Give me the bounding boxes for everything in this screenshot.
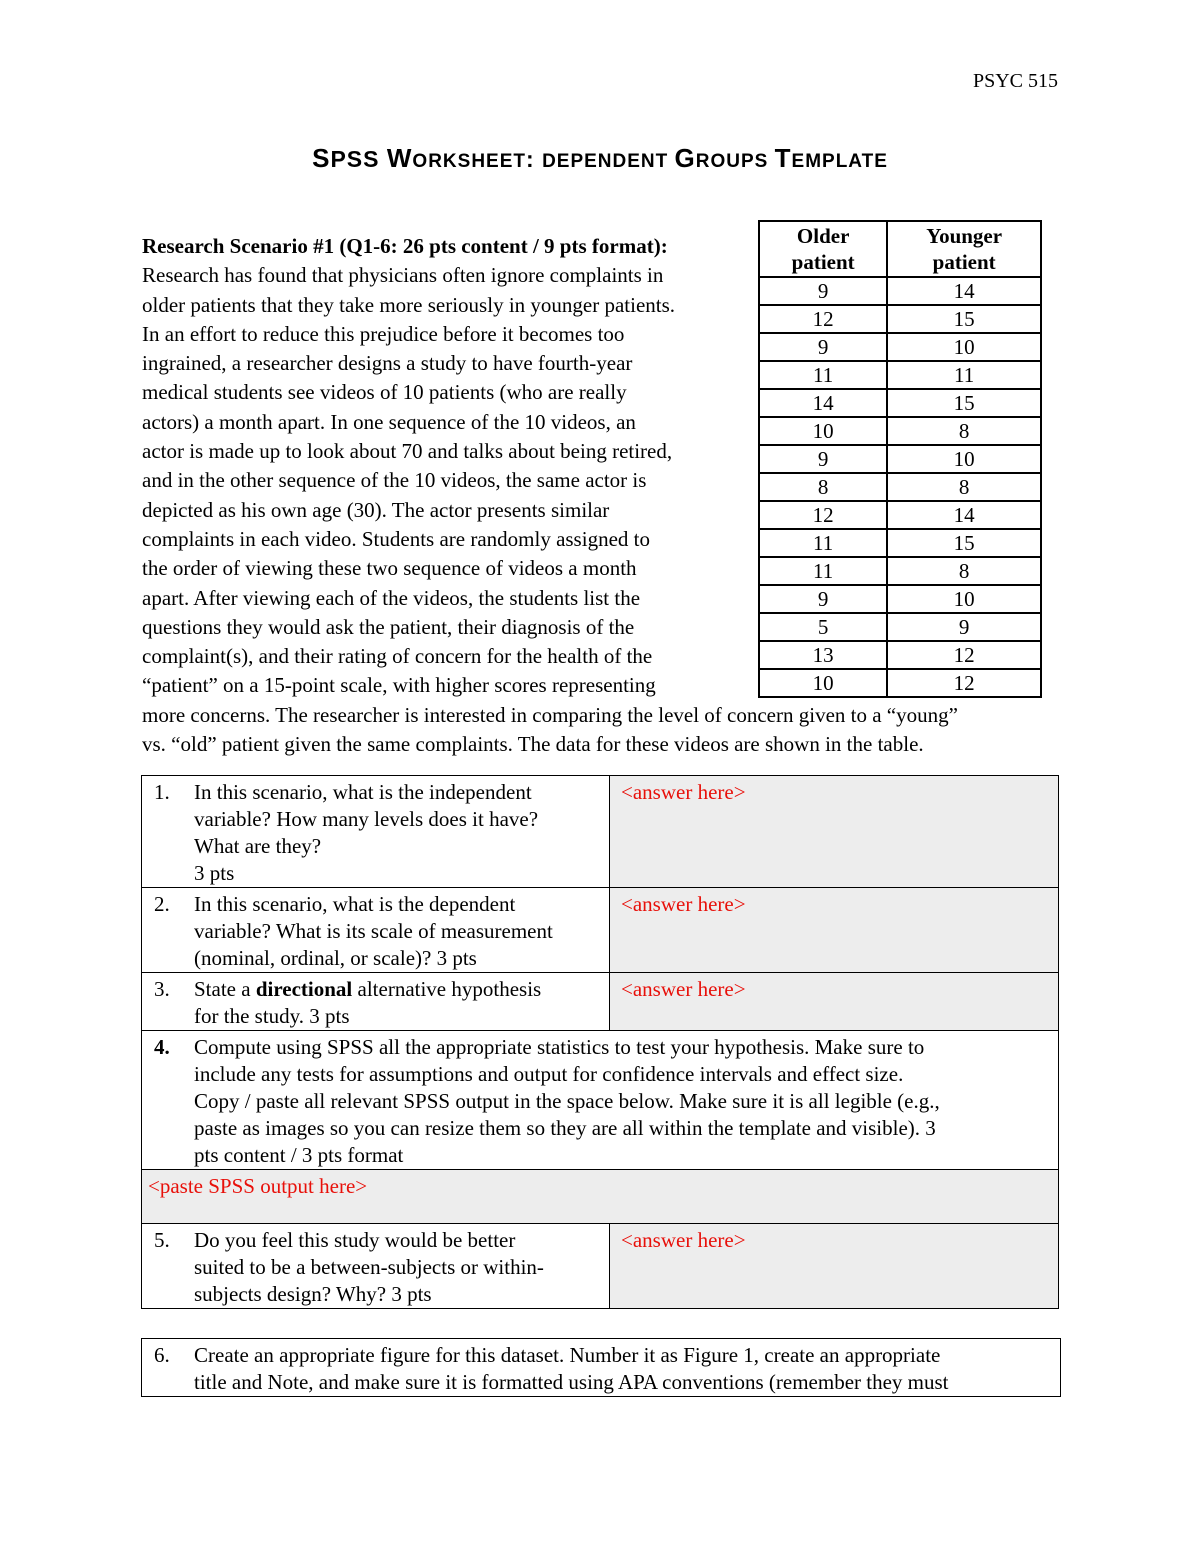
- younger-patient-cell: 15: [887, 389, 1041, 417]
- younger-patient-cell: 15: [887, 305, 1041, 333]
- older-patient-cell: 11: [759, 361, 887, 389]
- questions-table: [141, 775, 1059, 1309]
- older-patient-cell: 11: [759, 529, 887, 557]
- scenario-line: complaint(s), and their rating of concern for the health of the: [142, 644, 653, 669]
- younger-patient-cell: 8: [887, 557, 1041, 585]
- younger-patient-cell: 12: [887, 669, 1041, 697]
- page-cut-divider: [141, 1396, 1061, 1397]
- data-row: [759, 501, 1041, 529]
- question-row-1: [142, 776, 1059, 888]
- scenario-line: Research has found that physicians often ignore complaints in: [142, 263, 664, 288]
- scenario-line: “patient” on a 15-point scale, with higher scores representing: [142, 673, 656, 698]
- data-row: [759, 473, 1041, 501]
- younger-patient-cell: 11: [887, 361, 1041, 389]
- older-patient-cell: 10: [759, 669, 887, 697]
- column-header-younger: Younger patient: [887, 221, 1041, 277]
- older-patient-cell: 13: [759, 641, 887, 669]
- scenario-line: actor is made up to look about 70 and talks about being retired,: [142, 439, 673, 464]
- data-row: [759, 557, 1041, 585]
- scenario-line: complaints in each video. Students are randomly assigned to: [142, 526, 650, 551]
- younger-patient-cell: 8: [887, 473, 1041, 501]
- question-row-3: [142, 973, 1059, 1031]
- answer-field-1[interactable]: <answer here>: [610, 776, 1059, 888]
- data-row: [759, 445, 1041, 473]
- question-1: 1. In this scenario, what is the independent variable? How many levels does it have? What are they? 3 pts: [142, 776, 610, 888]
- younger-patient-cell: 8: [887, 417, 1041, 445]
- older-patient-cell: 12: [759, 305, 887, 333]
- scenario-continued: [142, 701, 1062, 760]
- older-patient-cell: 9: [759, 445, 887, 473]
- answer-field-3[interactable]: <answer here>: [610, 973, 1059, 1031]
- younger-patient-cell: 9: [887, 613, 1041, 641]
- answer-field-5[interactable]: <answer here>: [610, 1224, 1059, 1309]
- scenario-line: depicted as his own age (30). The actor presents similar: [142, 497, 610, 522]
- data-row: [759, 389, 1041, 417]
- paste-output-field[interactable]: <paste SPSS output here>: [142, 1170, 1059, 1224]
- younger-patient-cell: 10: [887, 333, 1041, 361]
- younger-patient-cell: 10: [887, 445, 1041, 473]
- scenario-line: the order of viewing these two sequence of videos a month: [142, 556, 637, 581]
- paste-output-row: [142, 1170, 1059, 1224]
- scenario-line: more concerns. The researcher is interested in comparing the level of concern given to a “young”: [142, 703, 958, 727]
- scenario-heading: Research Scenario #1 (Q1-6: 26 pts content / 9 pts format):: [142, 234, 668, 258]
- scenario-line: vs. “old” patient given the same complaints. The data for these videos are shown in the table.: [142, 732, 924, 757]
- older-patient-cell: 8: [759, 473, 887, 501]
- data-row: [759, 305, 1041, 333]
- data-row: [759, 669, 1041, 697]
- answer-field-2[interactable]: <answer here>: [610, 888, 1059, 973]
- data-row: [759, 333, 1041, 361]
- younger-patient-cell: 10: [887, 585, 1041, 613]
- scenario-line: medical students see videos of 10 patients (who are really: [142, 380, 627, 405]
- older-patient-cell: 5: [759, 613, 887, 641]
- older-patient-cell: 9: [759, 333, 887, 361]
- data-row: [759, 613, 1041, 641]
- older-patient-cell: 12: [759, 501, 887, 529]
- older-patient-cell: 9: [759, 277, 887, 305]
- question-5: 5. Do you feel this study would be better suited to be a between-subjects or within- subjects design? Why? 3 pts: [142, 1224, 610, 1309]
- older-patient-cell: 11: [759, 557, 887, 585]
- data-row: [759, 417, 1041, 445]
- question-row-5: [142, 1224, 1059, 1309]
- question-2: 2. In this scenario, what is the dependent variable? What is its scale of measurement (nominal, ordinal, or scale)? 3 pts: [142, 888, 610, 973]
- question-6: 6. Create an appropriate figure for this dataset. Number it as Figure 1, create an appropriate title and Note, and make sure it is formatted using APA conventions (remember they must: [141, 1338, 1061, 1397]
- data-row: [759, 361, 1041, 389]
- data-row: [759, 585, 1041, 613]
- younger-patient-cell: 12: [887, 641, 1041, 669]
- older-patient-cell: 14: [759, 389, 887, 417]
- course-header: PSYC 515: [972, 70, 1058, 92]
- data-table: [758, 220, 1042, 698]
- column-header-older: Older patient: [759, 221, 887, 277]
- data-row: [759, 277, 1041, 305]
- page-title: SPSS WORKSHEET: DEPENDENT GROUPS TEMPLATE: [312, 143, 888, 173]
- scenario-line: and in the other sequence of the 10 videos, the same actor is: [142, 468, 647, 493]
- data-row: [759, 641, 1041, 669]
- data-row: [759, 529, 1041, 557]
- scenario-line: apart. After viewing each of the videos, the students list the: [142, 585, 641, 610]
- scenario-paragraph: [142, 232, 752, 701]
- scenario-line: ingrained, a researcher designs a study to have fourth-year: [142, 351, 633, 376]
- older-patient-cell: 9: [759, 585, 887, 613]
- question-3: 3. State a directional alternative hypothesis for the study. 3 pts: [142, 973, 610, 1031]
- scenario-line: In an effort to reduce this prejudice before it becomes too: [142, 321, 625, 346]
- scenario-line: older patients that they take more seriously in younger patients.: [142, 292, 676, 317]
- question-row-4: [142, 1031, 1059, 1170]
- scenario-line: questions they would ask the patient, their diagnosis of the: [142, 614, 635, 639]
- younger-patient-cell: 14: [887, 501, 1041, 529]
- question-4: 4. Compute using SPSS all the appropriate statistics to test your hypothesis. Make sure to include any tests for assumptions and output for confidence intervals and effect size. Copy / paste all relevant SPSS output in the space below. Make sure it is all legible (e.g., paste as images so you can resize them so they are all within the template and visible). 3 pts content / 3 pts format: [142, 1031, 1059, 1170]
- scenario-line: actors) a month apart. In one sequence of the 10 videos, an: [142, 409, 636, 434]
- question-row-2: [142, 888, 1059, 973]
- older-patient-cell: 10: [759, 417, 887, 445]
- younger-patient-cell: 14: [887, 277, 1041, 305]
- younger-patient-cell: 15: [887, 529, 1041, 557]
